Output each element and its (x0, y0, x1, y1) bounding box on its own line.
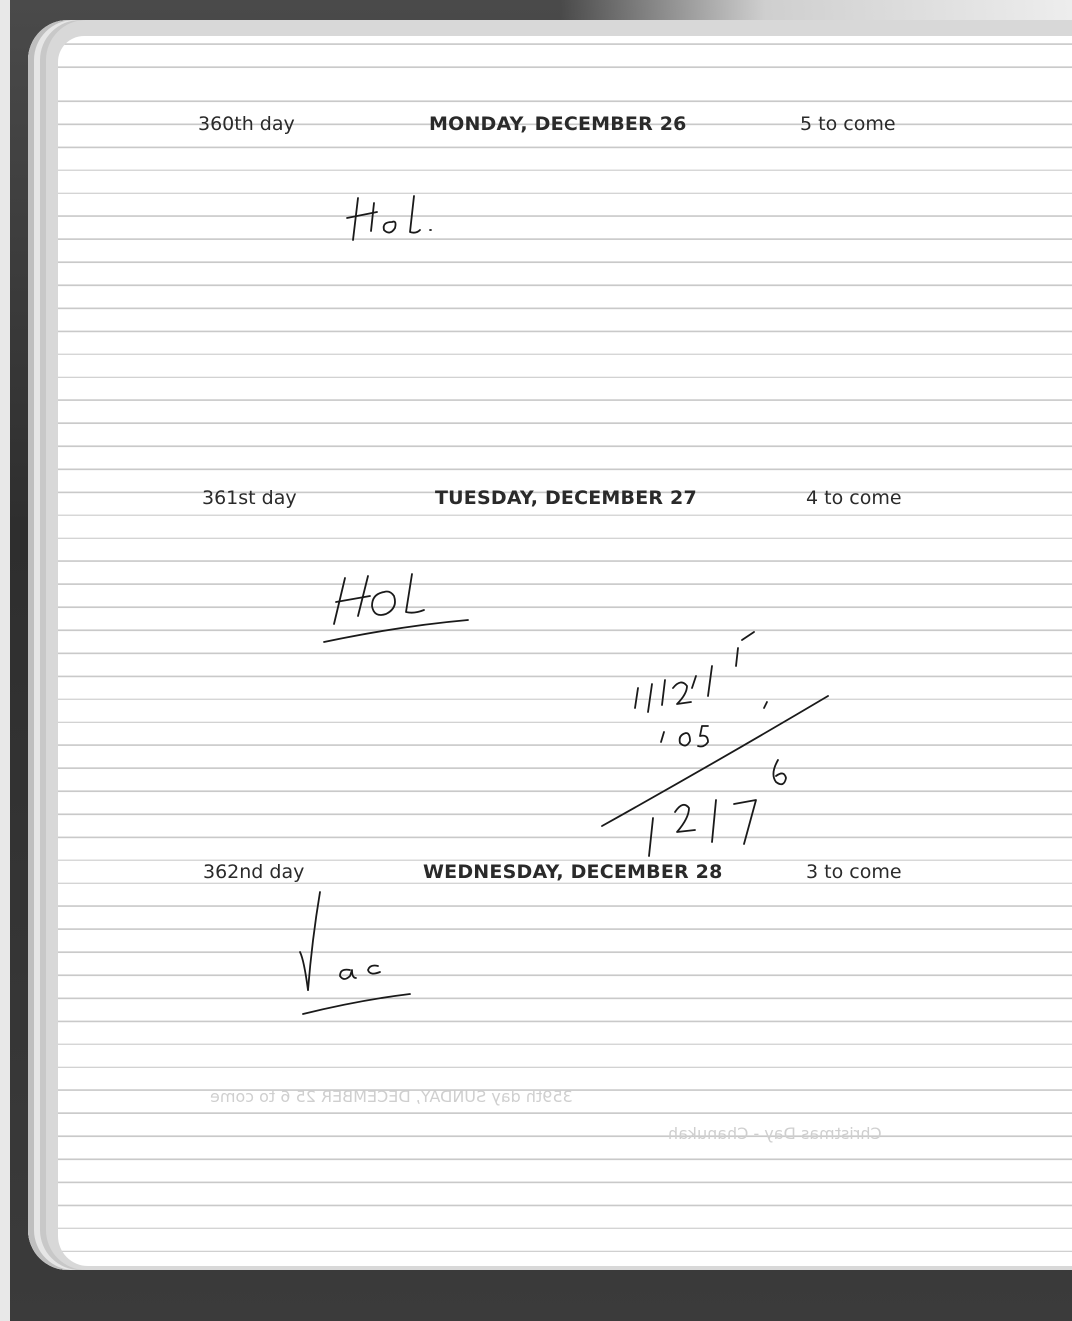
bleed-through-text: 359th day SUNDAY, DECEMBER 25 6 to come (210, 1087, 573, 1106)
days-remaining: 4 to come (806, 487, 902, 509)
days-remaining: 3 to come (806, 861, 902, 883)
entry-date: WEDNESDAY, DECEMBER 28 (423, 861, 723, 883)
day-count: 360th day (198, 113, 295, 135)
bleed-through-text: Christmas Day - Chanukah (668, 1124, 882, 1143)
handwriting-hol-lowercase (347, 196, 431, 240)
day-count: 362nd day (203, 861, 305, 883)
day-count: 361st day (202, 487, 297, 509)
handwriting-vac (300, 892, 410, 1014)
entry-date: TUESDAY, DECEMBER 27 (435, 487, 697, 509)
entry-date: MONDAY, DECEMBER 26 (429, 113, 687, 135)
handwritten-arithmetic (602, 632, 828, 856)
handwriting-hol-uppercase (324, 574, 468, 642)
days-remaining: 5 to come (800, 113, 896, 135)
